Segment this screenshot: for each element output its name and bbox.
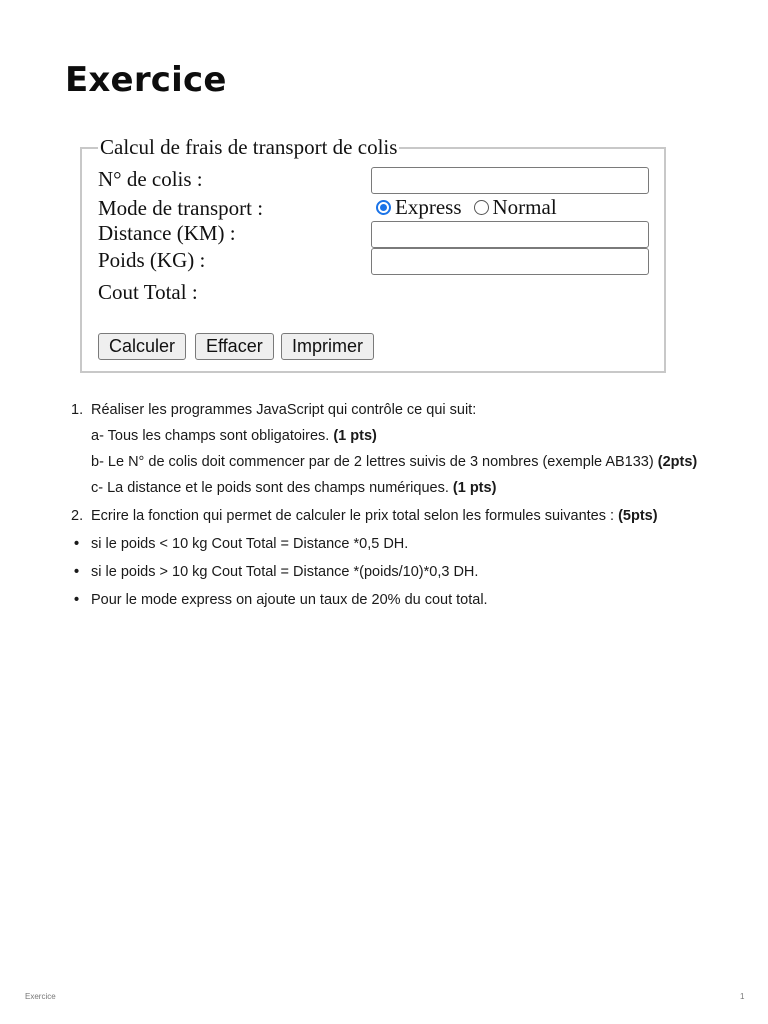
distance-label: Distance (KM) : <box>98 221 236 245</box>
question-1 <box>62 400 722 498</box>
bullet-item <box>62 590 722 610</box>
bullet-item <box>62 562 722 582</box>
page-number: 1 <box>740 992 745 1001</box>
mode-label: Mode de transport : <box>98 196 264 220</box>
sub-item-b <box>91 452 722 472</box>
sub-item-a <box>91 426 722 446</box>
question-1-marker: 1. <box>71 402 84 418</box>
question-2 <box>62 506 722 526</box>
normal-radio[interactable] <box>474 200 489 215</box>
bullet-icon: • <box>74 536 80 552</box>
bullet-text: Pour le mode express on ajoute un taux de 20% du cout total. <box>91 592 488 608</box>
footer-title: Exercice <box>25 992 56 1001</box>
bullet-item <box>62 534 722 554</box>
effacer-button[interactable]: Effacer <box>195 333 274 360</box>
bullet-text: si le poids > 10 kg Cout Total = Distance *(poids/10)*0,3 DH. <box>91 564 479 580</box>
poids-input[interactable] <box>371 248 649 275</box>
mode-radio-group <box>376 195 569 219</box>
form-screenshot <box>78 135 670 377</box>
normal-label: Normal <box>492 194 557 219</box>
colis-input[interactable] <box>371 167 649 194</box>
distance-input[interactable] <box>371 221 649 248</box>
sub-item-c-points: (1 pts) <box>452 480 497 496</box>
question-2-marker: 2. <box>71 508 84 524</box>
bullet-text: si le poids < 10 kg Cout Total = Distance *0,5 DH. <box>91 536 409 552</box>
poids-label: Poids (KG) : <box>98 248 206 272</box>
sub-item-a-text: a- Tous les champs sont obligatoires. <box>91 428 330 444</box>
bullet-icon: • <box>74 592 80 608</box>
questions-list <box>62 400 722 618</box>
question-2-text: Ecrire la fonction qui permet de calculer le prix total selon les formules suivantes : <box>91 508 615 524</box>
sub-item-c-text: c- La distance et le poids sont des champs numériques. <box>91 480 449 496</box>
bullet-icon: • <box>74 564 80 580</box>
cout-total-label: Cout Total : <box>98 280 198 304</box>
page-title: Exercice <box>65 60 227 100</box>
form-legend: Calcul de frais de transport de colis <box>100 135 398 159</box>
question-1-text: Réaliser les programmes JavaScript qui contrôle ce qui suit: <box>91 402 477 418</box>
sub-item-b-points: (2pts) <box>657 454 698 470</box>
sub-item-a-points: (1 pts) <box>333 428 377 444</box>
sub-item-b-text: b- Le N° de colis doit commencer par de 2 lettres suivis de 3 nombres (exemple AB133) <box>91 454 654 470</box>
calculer-button[interactable]: Calculer <box>98 333 186 360</box>
colis-label: N° de colis : <box>98 167 203 191</box>
express-label: Express <box>395 194 462 219</box>
sub-item-c <box>91 478 722 498</box>
express-radio[interactable] <box>376 200 391 215</box>
question-2-points: (5pts) <box>618 508 658 524</box>
imprimer-button[interactable]: Imprimer <box>281 333 374 360</box>
